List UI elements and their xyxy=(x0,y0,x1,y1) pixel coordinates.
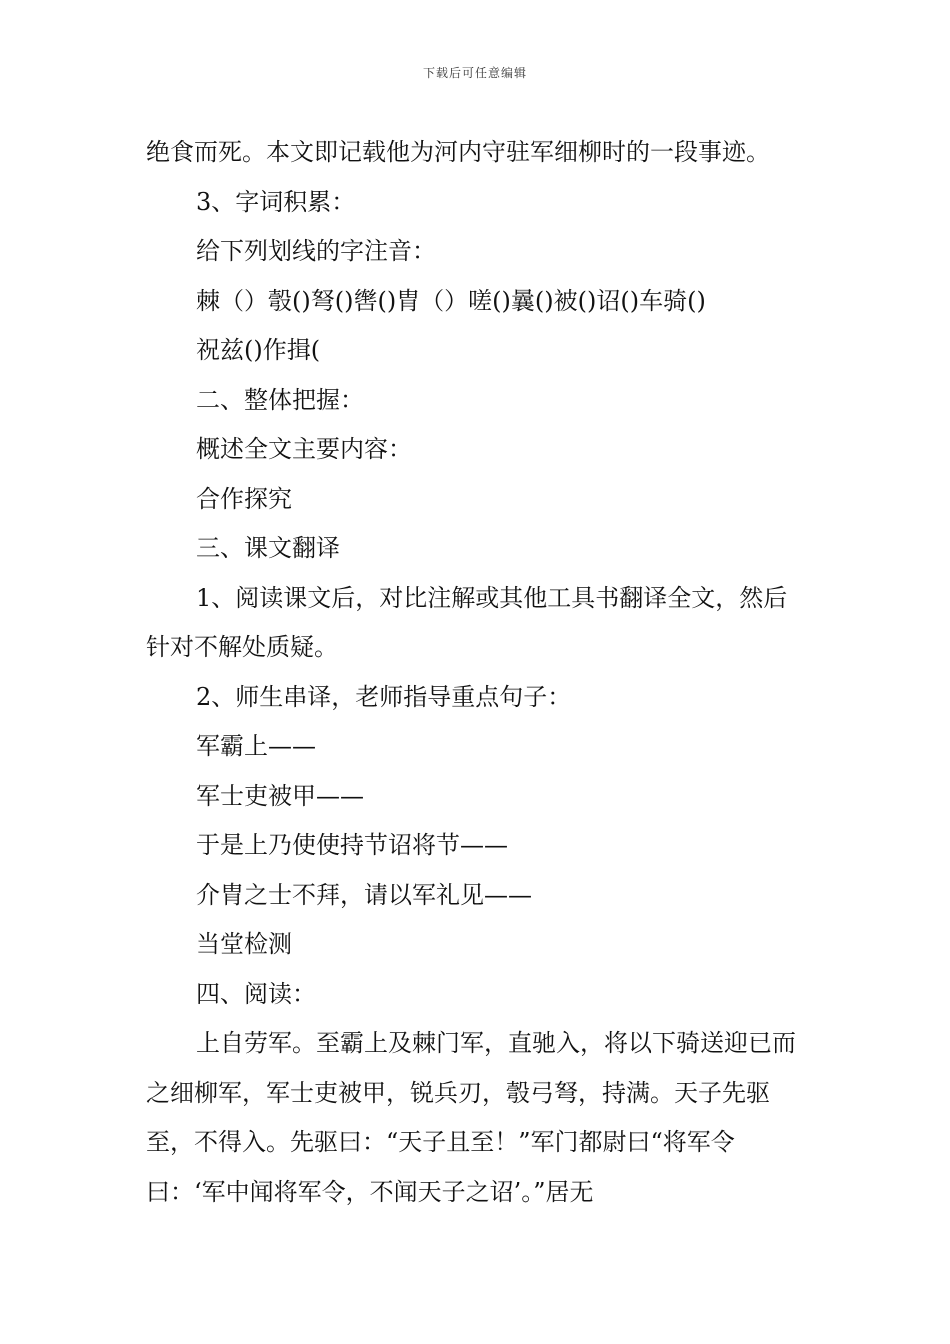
reading-passage: 上自劳军。至霸上及棘门军，直驰入，将以下骑送迎已而之细柳军，军士吏被甲，锐兵刃，彀弓弩，持满。天子先驱至，不得入。先驱曰：“天子且至！”军门都尉曰“将军令曰：‘军中闻将军令，不闻天子之诏’。”居无 xyxy=(146,1029,796,1206)
page-header-note: 下载后可任意编辑 xyxy=(422,66,527,80)
heading-classroom-test: 当堂检测 xyxy=(196,930,292,958)
document-body xyxy=(146,128,806,1217)
section-heading-reading: 四、阅读： xyxy=(196,979,316,1008)
heading-cooperation: 合作探究 xyxy=(196,484,292,513)
pinyin-exercise-line-2: 祝兹()作揖( xyxy=(196,336,321,364)
key-sentence-4: 介胄之士不拜，请以军礼见—— xyxy=(196,880,532,909)
section-heading-overall: 二、整体把握： xyxy=(196,385,364,414)
instruction-summary: 概述全文主要内容： xyxy=(196,435,412,463)
section-heading-vocabulary: 3、字词积累： xyxy=(196,187,356,216)
key-sentence-3: 于是上乃使使持节诏将节—— xyxy=(196,831,508,859)
paragraph-intro-continuation: 绝食而死。本文即记载他为河内守驻军细柳时的一段事迹。 xyxy=(146,138,770,166)
key-sentence-2: 军士吏被甲—— xyxy=(196,781,364,810)
key-sentence-1: 军霸上—— xyxy=(196,732,316,760)
instruction-pinyin: 给下列划线的字注音： xyxy=(196,237,436,265)
translation-step-1: 1、阅读课文后，对比注解或其他工具书翻译全文，然后针对不解处质疑。 xyxy=(146,583,788,661)
translation-step-2: 2、师生串译，老师指导重点句子： xyxy=(196,682,572,711)
section-heading-translation: 三、课文翻译 xyxy=(196,534,340,562)
pinyin-exercise-line-1: 棘（）彀()弩()辔()胄（）嗟()曩()被()诏()车骑() xyxy=(196,286,706,315)
